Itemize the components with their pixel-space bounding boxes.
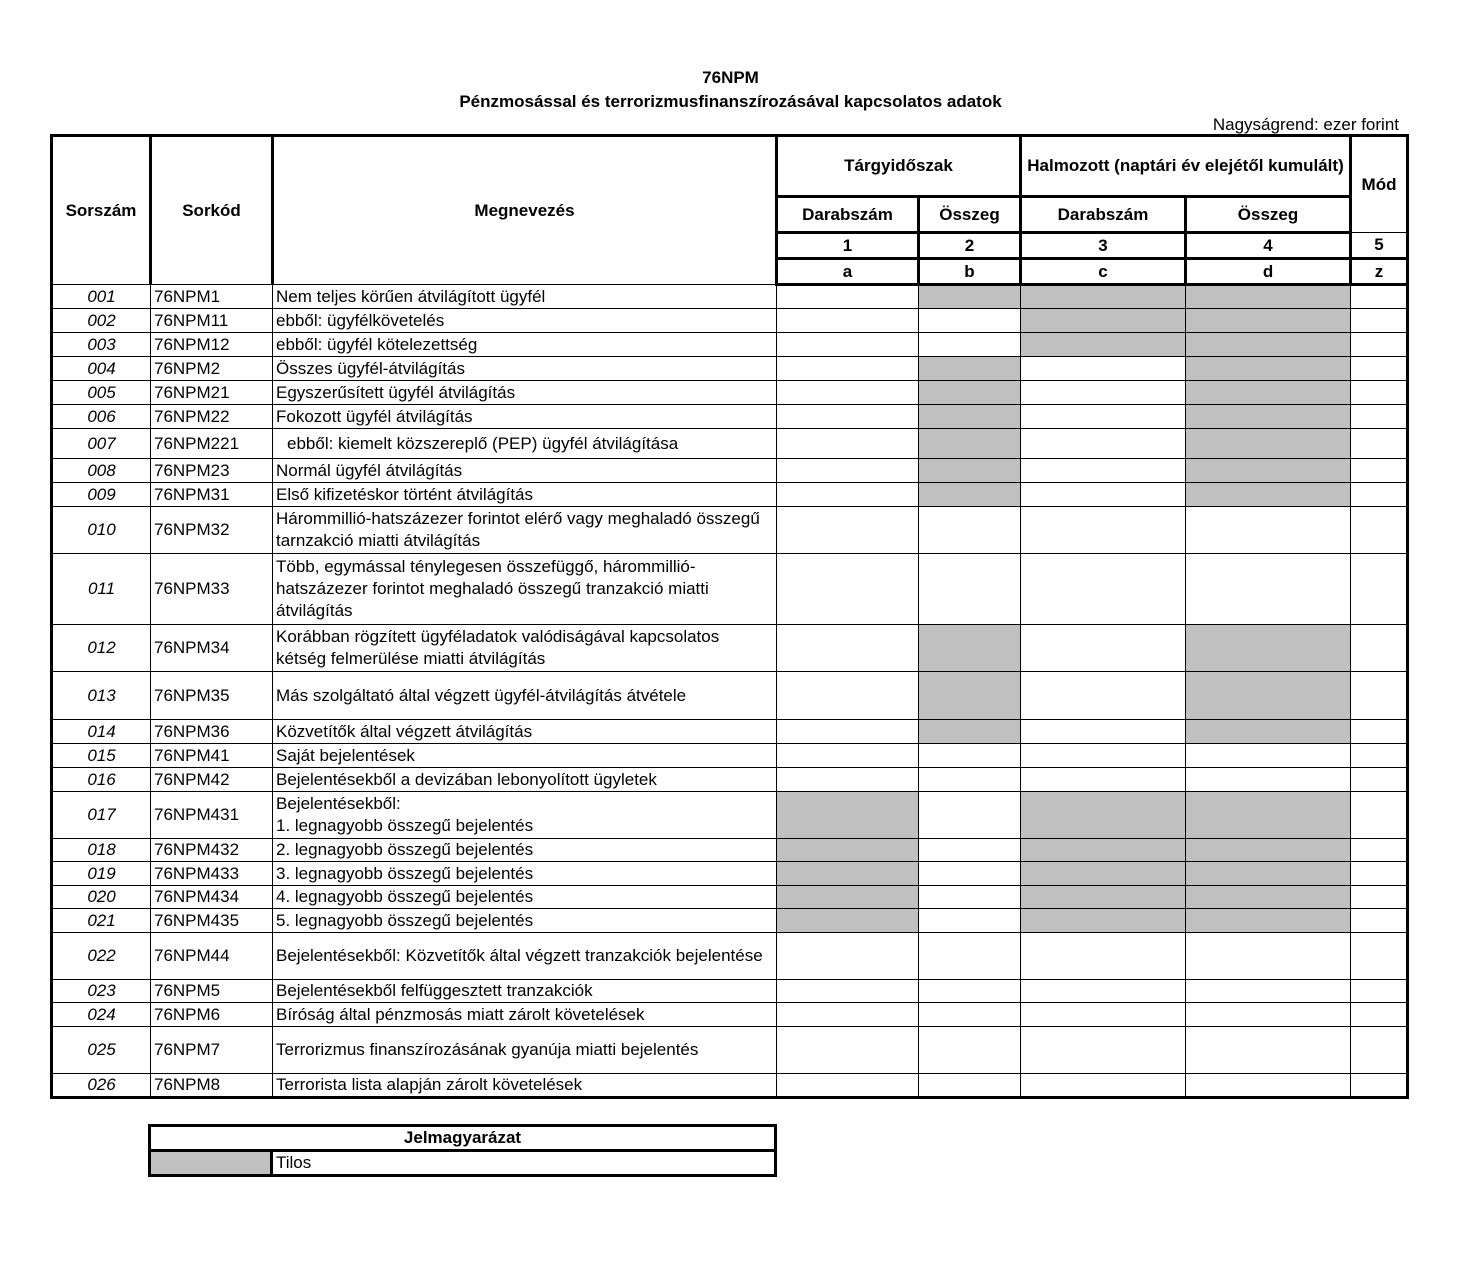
row-sorszam: 003 [52, 333, 151, 357]
cell-d[interactable] [1186, 1003, 1351, 1027]
table-row [52, 1027, 1408, 1074]
row-sorkod: 76NPM35 [151, 672, 273, 720]
row-megnevezes: 5. legnagyobb összegű bejelentés [273, 909, 777, 933]
cell-c[interactable] [1021, 933, 1186, 980]
cell-c[interactable] [1021, 980, 1186, 1003]
cell-z[interactable] [1351, 405, 1408, 429]
header-sorszam: Sorszám [52, 136, 151, 285]
cell-b-tilos [919, 381, 1021, 405]
cell-z[interactable] [1351, 1027, 1408, 1074]
row-megnevezes: 3. legnagyobb összegű bejelentés [273, 862, 777, 886]
row-megnevezes: Összes ügyfél-átvilágítás [273, 357, 777, 381]
table-row [52, 768, 1408, 792]
cell-a[interactable] [777, 285, 919, 309]
table-row [52, 980, 1408, 1003]
row-megnevezes: 2. legnagyobb összegű bejelentés [273, 839, 777, 862]
cell-d[interactable] [1186, 744, 1351, 768]
cell-z[interactable] [1351, 980, 1408, 1003]
row-sorszam: 006 [52, 405, 151, 429]
cell-d-tilos [1186, 333, 1351, 357]
cell-c[interactable] [1021, 1074, 1186, 1098]
cell-a[interactable] [777, 933, 919, 980]
row-sorkod: 76NPM5 [151, 980, 273, 1003]
table-row [52, 333, 1408, 357]
cell-d-tilos [1186, 405, 1351, 429]
cell-d-tilos [1186, 309, 1351, 333]
header-sorkod: Sorkód [151, 136, 273, 285]
cell-a[interactable] [777, 507, 919, 554]
cell-b[interactable] [919, 886, 1021, 909]
row-sorszam: 016 [52, 768, 151, 792]
cell-c-tilos [1021, 839, 1186, 862]
cell-z[interactable] [1351, 333, 1408, 357]
legend-label: Tilos [272, 1151, 776, 1176]
row-megnevezes: Terrorista lista alapján zárolt követelések [273, 1074, 777, 1098]
cell-z[interactable] [1351, 744, 1408, 768]
table-row [52, 886, 1408, 909]
row-megnevezes: Saját bejelentések [273, 744, 777, 768]
col-number-4: 4 [1186, 233, 1351, 259]
row-megnevezes: Nem teljes körűen átvilágított ügyfél [273, 285, 777, 309]
cell-a[interactable] [777, 554, 919, 625]
cell-d-tilos [1186, 839, 1351, 862]
cell-z[interactable] [1351, 886, 1408, 909]
cell-d-tilos [1186, 862, 1351, 886]
cell-z[interactable] [1351, 507, 1408, 554]
cell-z[interactable] [1351, 381, 1408, 405]
row-sorszam: 009 [52, 483, 151, 507]
cell-c[interactable] [1021, 625, 1186, 672]
cell-b-tilos [919, 720, 1021, 744]
cell-z[interactable] [1351, 933, 1408, 980]
row-sorkod: 76NPM23 [151, 459, 273, 483]
cell-a[interactable] [777, 429, 919, 459]
table-row [52, 429, 1408, 459]
row-megnevezes: Hárommillió-hatszázezer forintot elérő vagy meghaladó összegű tarnzakció miatti átvilágítás [273, 507, 777, 554]
table-row [52, 357, 1408, 381]
table-row [52, 672, 1408, 720]
cell-a[interactable] [777, 333, 919, 357]
row-sorkod: 76NPM44 [151, 933, 273, 980]
col-number-2: 2 [919, 233, 1021, 259]
cell-a[interactable] [777, 309, 919, 333]
cell-d[interactable] [1186, 1027, 1351, 1074]
header-megnevezes: Megnevezés [273, 136, 777, 285]
cell-b[interactable] [919, 980, 1021, 1003]
cell-c[interactable] [1021, 459, 1186, 483]
table-row [52, 381, 1408, 405]
cell-z[interactable] [1351, 1074, 1408, 1098]
row-sorszam: 026 [52, 1074, 151, 1098]
row-megnevezes: Normál ügyfél átvilágítás [273, 459, 777, 483]
row-megnevezes: Egyszerűsített ügyfél átvilágítás [273, 381, 777, 405]
row-sorkod: 76NPM32 [151, 507, 273, 554]
cell-b[interactable] [919, 909, 1021, 933]
row-sorkod: 76NPM6 [151, 1003, 273, 1027]
legend-table [148, 1124, 777, 1177]
cell-d-tilos [1186, 357, 1351, 381]
header-osszeg-1: Összeg [919, 197, 1021, 233]
cell-z[interactable] [1351, 625, 1408, 672]
cell-b-tilos [919, 459, 1021, 483]
row-megnevezes: ebből: ügyfélkövetelés [273, 309, 777, 333]
cell-z[interactable] [1351, 459, 1408, 483]
row-sorkod: 76NPM12 [151, 333, 273, 357]
col-letter-d: d [1186, 259, 1351, 285]
row-sorszam: 007 [52, 429, 151, 459]
cell-b[interactable] [919, 839, 1021, 862]
cell-b-tilos [919, 357, 1021, 381]
cell-d-tilos [1186, 483, 1351, 507]
header-targyidoszak: Tárgyidőszak [777, 136, 1021, 197]
cell-b[interactable] [919, 333, 1021, 357]
cell-z[interactable] [1351, 768, 1408, 792]
table-row [52, 507, 1408, 554]
row-megnevezes: Több, egymással ténylegesen összefüggő, hárommillió-hatszázezer forintot meghaladó összegű tranzakció miatti átvilágítás [273, 554, 777, 625]
row-sorkod: 76NPM31 [151, 483, 273, 507]
cell-a[interactable] [777, 720, 919, 744]
cell-z[interactable] [1351, 357, 1408, 381]
cell-c[interactable] [1021, 1027, 1186, 1074]
row-sorszam: 005 [52, 381, 151, 405]
cell-b[interactable] [919, 862, 1021, 886]
cell-a[interactable] [777, 381, 919, 405]
cell-z[interactable] [1351, 839, 1408, 862]
cell-b[interactable] [919, 768, 1021, 792]
row-sorkod: 76NPM36 [151, 720, 273, 744]
form-code: 76NPM [702, 68, 759, 87]
table-row [52, 909, 1408, 933]
cell-c[interactable] [1021, 720, 1186, 744]
row-sorkod: 76NPM7 [151, 1027, 273, 1074]
cell-a[interactable] [777, 980, 919, 1003]
row-sorkod: 76NPM41 [151, 744, 273, 768]
row-sorszam: 015 [52, 744, 151, 768]
cell-d-tilos [1186, 909, 1351, 933]
cell-b[interactable] [919, 309, 1021, 333]
row-sorkod: 76NPM433 [151, 862, 273, 886]
col-number-1: 1 [777, 233, 919, 259]
table-row [52, 839, 1408, 862]
header-darabszam-1: Darabszám [777, 197, 919, 233]
row-megnevezes: Bejelentésekből felfüggesztett tranzakciók [273, 980, 777, 1003]
cell-c[interactable] [1021, 1003, 1186, 1027]
row-sorszam: 008 [52, 459, 151, 483]
cell-d[interactable] [1186, 507, 1351, 554]
row-sorkod: 76NPM21 [151, 381, 273, 405]
header-osszeg-2: Összeg [1186, 197, 1351, 233]
cell-b[interactable] [919, 1074, 1021, 1098]
cell-c-tilos [1021, 792, 1186, 839]
cell-z[interactable] [1351, 309, 1408, 333]
cell-b[interactable] [919, 744, 1021, 768]
table-row [52, 625, 1408, 672]
row-sorkod: 76NPM431 [151, 792, 273, 839]
cell-a-tilos [777, 792, 919, 839]
cell-b[interactable] [919, 1003, 1021, 1027]
table-row [52, 483, 1408, 507]
col-letter-a: a [777, 259, 919, 285]
cell-a[interactable] [777, 483, 919, 507]
cell-b-tilos [919, 672, 1021, 720]
table-row [52, 792, 1408, 839]
row-sorkod: 76NPM435 [151, 909, 273, 933]
cell-z[interactable] [1351, 862, 1408, 886]
row-megnevezes: Bíróság által pénzmosás miatt zárolt követelések [273, 1003, 777, 1027]
row-sorkod: 76NPM22 [151, 405, 273, 429]
row-megnevezes: Más szolgáltató által végzett ügyfél-átvilágítás átvétele [273, 672, 777, 720]
table-row [52, 862, 1408, 886]
legend-title: Jelmagyarázat [150, 1126, 776, 1151]
row-sorkod: 76NPM434 [151, 886, 273, 909]
row-megnevezes: Közvetítők által végzett átvilágítás [273, 720, 777, 744]
row-sorkod: 76NPM42 [151, 768, 273, 792]
header-darabszam-2: Darabszám [1021, 197, 1186, 233]
cell-a-tilos [777, 862, 919, 886]
cell-z[interactable] [1351, 483, 1408, 507]
cell-b[interactable] [919, 1027, 1021, 1074]
cell-a[interactable] [777, 744, 919, 768]
row-sorszam: 018 [52, 839, 151, 862]
row-megnevezes: 4. legnagyobb összegű bejelentés [273, 886, 777, 909]
row-sorkod: 76NPM1 [151, 285, 273, 309]
row-sorszam: 017 [52, 792, 151, 839]
cell-b-tilos [919, 625, 1021, 672]
cell-c-tilos [1021, 886, 1186, 909]
row-sorszam: 010 [52, 507, 151, 554]
row-sorszam: 013 [52, 672, 151, 720]
cell-c-tilos [1021, 333, 1186, 357]
cell-d-tilos [1186, 429, 1351, 459]
col-letter-c: c [1021, 259, 1186, 285]
cell-a[interactable] [777, 405, 919, 429]
header-mod: Mód [1351, 136, 1408, 233]
row-megnevezes: Bejelentésekből a devizában lebonyolított ügyletek [273, 768, 777, 792]
cell-z[interactable] [1351, 720, 1408, 744]
table-row [52, 933, 1408, 980]
table-row [52, 405, 1408, 429]
row-sorszam: 024 [52, 1003, 151, 1027]
row-megnevezes: Első kifizetéskor történt átvilágítás [273, 483, 777, 507]
row-megnevezes: Bejelentésekből: Közvetítők által végzett tranzakciók bejelentése [273, 933, 777, 980]
cell-b-tilos [919, 405, 1021, 429]
cell-c[interactable] [1021, 554, 1186, 625]
cell-c[interactable] [1021, 405, 1186, 429]
row-sorszam: 020 [52, 886, 151, 909]
cell-z[interactable] [1351, 554, 1408, 625]
cell-d-tilos [1186, 792, 1351, 839]
cell-d-tilos [1186, 625, 1351, 672]
cell-a[interactable] [777, 625, 919, 672]
cell-c[interactable] [1021, 744, 1186, 768]
cell-a[interactable] [777, 1074, 919, 1098]
cell-d-tilos [1186, 720, 1351, 744]
row-sorkod: 76NPM432 [151, 839, 273, 862]
row-sorszam: 023 [52, 980, 151, 1003]
unit-label: Nagyságrend: ezer forint [1212, 115, 1399, 134]
cell-c-tilos [1021, 285, 1186, 309]
cell-d[interactable] [1186, 980, 1351, 1003]
cell-a-tilos [777, 886, 919, 909]
cell-c[interactable] [1021, 357, 1186, 381]
row-sorszam: 002 [52, 309, 151, 333]
cell-b[interactable] [919, 554, 1021, 625]
data-table [50, 134, 1409, 1099]
col-letter-b: b [919, 259, 1021, 285]
cell-c[interactable] [1021, 381, 1186, 405]
cell-c[interactable] [1021, 483, 1186, 507]
cell-a-tilos [777, 909, 919, 933]
table-row [52, 1003, 1408, 1027]
row-sorkod: 76NPM34 [151, 625, 273, 672]
cell-c[interactable] [1021, 507, 1186, 554]
cell-z[interactable] [1351, 285, 1408, 309]
cell-d[interactable] [1186, 1074, 1351, 1098]
cell-c[interactable] [1021, 429, 1186, 459]
row-sorszam: 021 [52, 909, 151, 933]
col-number-5: 5 [1351, 233, 1408, 259]
col-number-3: 3 [1021, 233, 1186, 259]
row-megnevezes: ebből: ügyfél kötelezettség [273, 333, 777, 357]
cell-d-tilos [1186, 381, 1351, 405]
row-sorszam: 019 [52, 862, 151, 886]
row-sorszam: 011 [52, 554, 151, 625]
table-row [52, 459, 1408, 483]
cell-b[interactable] [919, 792, 1021, 839]
row-megnevezes: Fokozott ügyfél átvilágítás [273, 405, 777, 429]
row-sorkod: 76NPM221 [151, 429, 273, 459]
cell-z[interactable] [1351, 909, 1408, 933]
row-sorszam: 004 [52, 357, 151, 381]
row-sorszam: 022 [52, 933, 151, 980]
cell-z[interactable] [1351, 792, 1408, 839]
cell-a[interactable] [777, 768, 919, 792]
cell-d[interactable] [1186, 554, 1351, 625]
row-megnevezes: Bejelentésekből: 1. legnagyobb összegű bejelentés [273, 792, 777, 839]
cell-d[interactable] [1186, 933, 1351, 980]
cell-c[interactable] [1021, 768, 1186, 792]
row-sorszam: 012 [52, 625, 151, 672]
row-sorszam: 001 [52, 285, 151, 309]
cell-a[interactable] [777, 1003, 919, 1027]
cell-b[interactable] [919, 507, 1021, 554]
cell-a[interactable] [777, 357, 919, 381]
row-megnevezes: Terrorizmus finanszírozásának gyanúja miatti bejelentés [273, 1027, 777, 1074]
cell-z[interactable] [1351, 429, 1408, 459]
cell-d-tilos [1186, 886, 1351, 909]
cell-d-tilos [1186, 459, 1351, 483]
legend-swatch [150, 1151, 272, 1176]
row-sorszam: 014 [52, 720, 151, 744]
table-row [52, 309, 1408, 333]
cell-d-tilos [1186, 672, 1351, 720]
cell-a[interactable] [777, 672, 919, 720]
row-sorkod: 76NPM11 [151, 309, 273, 333]
cell-z[interactable] [1351, 672, 1408, 720]
cell-b[interactable] [919, 933, 1021, 980]
cell-a-tilos [777, 839, 919, 862]
cell-d-tilos [1186, 285, 1351, 309]
cell-c[interactable] [1021, 672, 1186, 720]
table-row [52, 720, 1408, 744]
header-halmozott: Halmozott (naptári év elejétől kumulált) [1021, 136, 1351, 197]
row-sorkod: 76NPM33 [151, 554, 273, 625]
cell-c-tilos [1021, 862, 1186, 886]
cell-b-tilos [919, 429, 1021, 459]
table-row [52, 554, 1408, 625]
cell-z[interactable] [1351, 1003, 1408, 1027]
cell-d[interactable] [1186, 768, 1351, 792]
cell-c-tilos [1021, 909, 1186, 933]
row-sorszam: 025 [52, 1027, 151, 1074]
col-letter-z: z [1351, 259, 1408, 285]
table-row [52, 744, 1408, 768]
table-row [52, 285, 1408, 309]
cell-b-tilos [919, 285, 1021, 309]
cell-b-tilos [919, 483, 1021, 507]
row-megnevezes: ebből: kiemelt közszereplő (PEP) ügyfél átvilágítása [273, 429, 777, 459]
cell-c-tilos [1021, 309, 1186, 333]
form-title: Pénzmosással és terrorizmusfinanszírozásával kapcsolatos adatok [459, 92, 1002, 111]
row-sorkod: 76NPM8 [151, 1074, 273, 1098]
cell-a[interactable] [777, 1027, 919, 1074]
cell-a[interactable] [777, 459, 919, 483]
table-row [52, 1074, 1408, 1098]
row-megnevezes: Korábban rögzített ügyféladatok valódiságával kapcsolatos kétség felmerülése miatti átvilágítás [273, 625, 777, 672]
row-sorkod: 76NPM2 [151, 357, 273, 381]
